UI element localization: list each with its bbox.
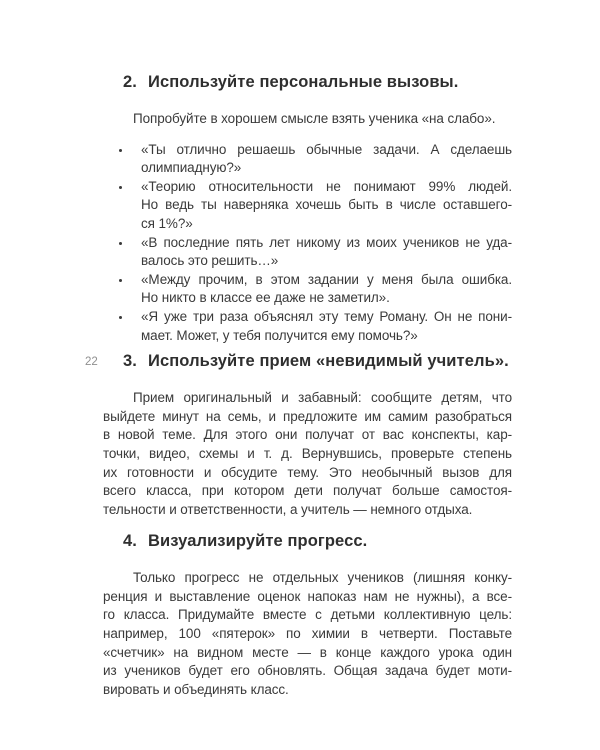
section-heading bbox=[85, 351, 512, 371]
text-line: валось это решить…» bbox=[141, 253, 279, 269]
heading-number: 3. bbox=[123, 352, 137, 371]
bullet-text bbox=[141, 234, 512, 271]
bullet-text bbox=[141, 308, 512, 345]
heading-title: Используйте прием «невидимый учитель». bbox=[148, 352, 509, 371]
page-content bbox=[85, 72, 512, 711]
heading-title: Используйте персональные вызовы. bbox=[148, 73, 459, 91]
text-line: из учеников будет его обновлять. Общая задача будет моти- bbox=[103, 663, 512, 679]
text-line: мает. Может, у тебя получится ему помочь?» bbox=[141, 327, 418, 343]
text-line: Но никто в классе ее даже не заметил». bbox=[141, 290, 390, 306]
paragraph bbox=[103, 569, 512, 699]
text-line: го класса. Придумайте вместе с детьми коллективную цель: bbox=[103, 607, 512, 623]
heading-number: 2. bbox=[123, 73, 137, 91]
text-line: Попробуйте в хорошем смысле взять ученика «на слабо». bbox=[133, 111, 496, 126]
bullet-item bbox=[103, 234, 512, 271]
bullet-marker-icon bbox=[119, 186, 122, 189]
text-line: тельности и ответственности, а учитель — немного отдыха. bbox=[103, 501, 473, 517]
bullet-marker-icon bbox=[119, 279, 122, 282]
section-heading bbox=[103, 72, 512, 92]
bullet-text bbox=[141, 178, 512, 234]
text-line: точки, видео, схемы и т. д. Вернувшись, проверьте степень bbox=[103, 445, 512, 461]
text-line: «Я уже три раза объяснял эту тему Роману. Он не пони- bbox=[141, 308, 512, 324]
text-line: Только прогресс не отдельных учеников (лишняя конку- bbox=[133, 570, 512, 586]
bullet-item bbox=[103, 271, 512, 308]
bullet-marker-icon bbox=[119, 149, 122, 152]
text-line: выйдете минут на семь, и предложите им самим разобраться bbox=[103, 408, 512, 424]
text-line: «Между прочим, в этом задании у меня была ошибка. bbox=[141, 271, 512, 287]
heading-number: 4. bbox=[123, 532, 137, 551]
bullet-marker-icon bbox=[119, 316, 122, 319]
text-line: «Ты отлично решаешь обычные задачи. А сделаешь bbox=[141, 141, 512, 157]
section-heading bbox=[103, 531, 512, 551]
bullet-list bbox=[103, 141, 512, 346]
text-line: Но ведь ты наверняка хочешь быть в числе оставшего- bbox=[141, 197, 512, 213]
text-line: вировать и объединять класс. bbox=[103, 681, 289, 697]
text-line: «Теорию относительности не понимают 99% людей. bbox=[141, 178, 512, 194]
text-line: их готовности и обсудите тему. Это необычный вызов для bbox=[103, 464, 512, 480]
text-line: «счетчик» на видном месте — в конце каждого урока один bbox=[103, 644, 512, 660]
text-line: ренция и выставление оценок напоказ нам не нужны), а все- bbox=[103, 588, 512, 604]
page-number: 22 bbox=[85, 356, 98, 369]
text-line: ся 1%?» bbox=[141, 215, 193, 231]
text-line: «В последние пять лет никому из моих учеников не уда- bbox=[141, 234, 512, 250]
bullet-item bbox=[103, 141, 512, 178]
text-line: в новой теме. Для этого они получат от вас конспекты, кар- bbox=[103, 427, 512, 443]
bullet-item bbox=[103, 178, 512, 234]
text-line: например, 100 «пятерок» по химии в четверти. Поставьте bbox=[103, 626, 512, 642]
heading-title: Визуализируйте прогресс. bbox=[148, 532, 368, 551]
bullet-item bbox=[103, 308, 512, 345]
text-line: Прием оригинальный и забавный: сообщите детям, что bbox=[133, 390, 512, 406]
text-line: всего класса, при котором дети получат больше самостоя- bbox=[103, 483, 512, 499]
bullet-text bbox=[141, 141, 512, 178]
bullet-text bbox=[141, 271, 512, 308]
paragraph bbox=[103, 110, 512, 129]
bullet-marker-icon bbox=[119, 242, 122, 245]
text-line: олимпиадную?» bbox=[141, 160, 242, 176]
paragraph bbox=[103, 389, 512, 519]
